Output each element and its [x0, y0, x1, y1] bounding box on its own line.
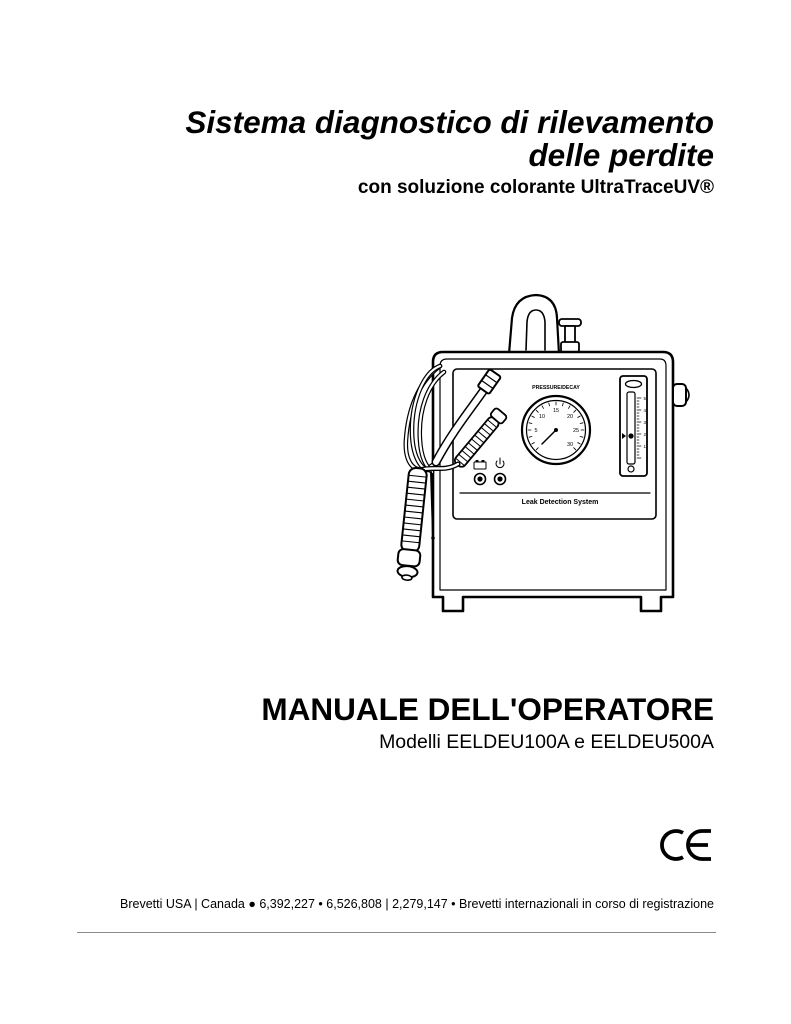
- manual-title: MANUALE DELL'OPERATORE: [261, 691, 714, 727]
- gauge-hub: [554, 428, 558, 432]
- ce-mark-c: [662, 831, 683, 859]
- gauge-number: 30: [566, 442, 574, 448]
- gauge-number: 5: [534, 428, 538, 434]
- flow-scale-number: 5: [643, 396, 647, 401]
- flowmeter-float: [628, 433, 633, 438]
- gauge-label: PRESSURE/DECAY: [532, 385, 580, 391]
- flowmeter: [620, 376, 647, 476]
- document-title: [185, 106, 714, 172]
- title-line-1: Sistema diagnostico di rilevamento: [185, 104, 714, 140]
- ce-mark: [655, 825, 715, 865]
- patent-notice: Brevetti USA | Canada ● 6,392,227 • 6,526,808 | 2,279,147 • Brevetti internazionali in corso di registrazione: [120, 897, 714, 911]
- document-subtitle: con soluzione colorante UltraTraceUV®: [357, 177, 714, 198]
- model-numbers: Modelli EELDEU100A e EELDEU500A: [379, 731, 714, 753]
- carry-handle: [509, 295, 559, 354]
- valve-knob: [559, 319, 581, 352]
- gauge-number: 15: [552, 408, 560, 414]
- uv-wand: [396, 467, 430, 581]
- flow-scale-number: 1: [643, 444, 647, 449]
- flow-scale-number: 4: [643, 408, 647, 413]
- flow-scale-number: 2: [643, 432, 647, 437]
- title-line-2: delle perdite: [528, 137, 714, 173]
- probe-rod-end: [431, 536, 435, 540]
- leak-detection-device-illustration: [380, 285, 700, 620]
- gauge-number: 20: [566, 414, 574, 420]
- gauge-number: 10: [538, 414, 546, 420]
- battery-connector: [475, 474, 486, 485]
- power-connector: [495, 474, 506, 485]
- footer-rule: [77, 932, 716, 933]
- gauge-number: 25: [572, 428, 580, 434]
- panel-label: Leak Detection System: [521, 499, 599, 506]
- side-knob: [673, 384, 686, 406]
- flow-scale-number: 3: [643, 420, 647, 425]
